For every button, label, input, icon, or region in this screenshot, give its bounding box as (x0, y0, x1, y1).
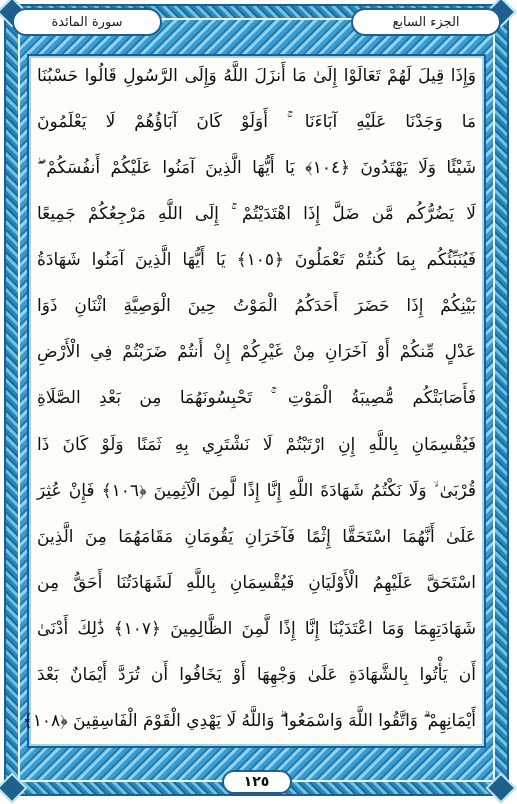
verse-line: عَلَىٰ أَنَّهُمَا اسْتَحَقَّا إِثْمًا فَآخَرَانِ يَقُومَانِ مَقَامَهُمَا مِنَ الَّذِينَ (37, 526, 476, 547)
verse-line: بَيْنِكُمْ إِذَا حَضَرَ أَحَدَكُمُ الْمَوْتُ حِينَ الْوَصِيَّةِ اثْنَانِ ذَوَا (37, 296, 476, 317)
verse-lines (22, 66, 477, 731)
page-number-text: ١٢٥ (243, 774, 270, 790)
ornamental-border (4, 4, 509, 796)
verse-line: أَن يَأْتُوا بِالشَّهَادَةِ عَلَىٰ وَجْهِهَا أَوْ يَخَافُوا أَن تُرَدَّ أَيْمَانٌ بَعْدَ (37, 664, 476, 685)
verse-line: وَإِذَا قِيلَ لَهُمْ تَعَالَوْا إِلَىٰ مَا أَنزَلَ اللَّهُ وَإِلَى الرَّسُولِ قَالُوا حَسْبُنَا (37, 66, 476, 86)
text-panel (22, 54, 486, 748)
verse-line: شَهَادَتِهِمَا وَمَا اعْتَدَيْنَا إِنَّا إِذًا لَّمِنَ الظَّالِمِينَ ﴿١٠٧﴾ ذَٰلِكَ أَدْنَىٰ (37, 618, 476, 639)
verse-line: فَيُقْسِمَانِ بِاللَّهِ إِنِ ارْتَبْتُمْ لَا نَشْتَرِي بِهِ ثَمَنًا وَلَوْ كَانَ ذَا (37, 434, 476, 455)
verse-line: فَيُنَبِّئُكُم بِمَا كُنتُمْ تَعْمَلُونَ ﴿١٠٥﴾ يَا أَيُّهَا الَّذِينَ آمَنُوا شَهَادَةُ (37, 250, 476, 271)
page-number (222, 770, 292, 794)
juz-text: الجزء السابع (392, 14, 460, 30)
verse-line: اسْتَحَقَّ عَلَيْهِمُ الْأَوْلَيَانِ فَيُقْسِمَانِ بِاللَّهِ لَشَهَادَتُنَا أَحَقُّ مِن (37, 572, 476, 593)
ornamental-border-inner (18, 18, 495, 782)
surah-label (12, 8, 162, 36)
verse-line: عَدْلٍ مِّنكُمْ أَوْ آخَرَانِ مِنْ غَيْرِكُمْ إِنْ أَنتُمْ ضَرَبْتُمْ فِي الْأَرْضِ (37, 342, 476, 363)
verse-line: لَا يَضُرُّكُم مَّن ضَلَّ إِذَا اهْتَدَيْتُمْ ۚ إِلَى اللَّهِ مَرْجِعُكُمْ جَمِيعًا (37, 204, 476, 225)
verse-line: شَيْئًا وَلَا يَهْتَدُونَ ﴿١٠٤﴾ يَا أَيُّهَا الَّذِينَ آمَنُوا عَلَيْكُمْ أَنفُسَكُمْ ۖ (37, 158, 477, 179)
verse-line: مَا وَجَدْنَا عَلَيْهِ آبَاءَنَا ۚ أَوَلَوْ كَانَ آبَاؤُهُمْ لَا يَعْلَمُونَ (37, 112, 476, 133)
verse-line: أَيْمَانِهِمْ ۗ وَاتَّقُوا اللَّهَ وَاسْمَعُوا ۗ وَاللَّهُ لَا يَهْدِي الْقَوْمَ الْفَاسِقِينَ ﴿١٠٨﴾ (22, 710, 476, 731)
verse-line: فَأَصَابَتْكُم مُّصِيبَةُ الْمَوْتِ ۚ تَحْبِسُونَهُمَا مِن بَعْدِ الصَّلَاةِ (37, 388, 476, 409)
verse-line: قُرْبَىٰ ۙ وَلَا نَكْتُمُ شَهَادَةَ اللَّهِ إِنَّا إِذًا لَّمِنَ الْآثِمِينَ ﴿١٠٦﴾ فَإِنْ عُثِرَ (37, 480, 476, 501)
surah-text: سورة المائدة (51, 14, 123, 30)
juz-label (351, 8, 501, 36)
